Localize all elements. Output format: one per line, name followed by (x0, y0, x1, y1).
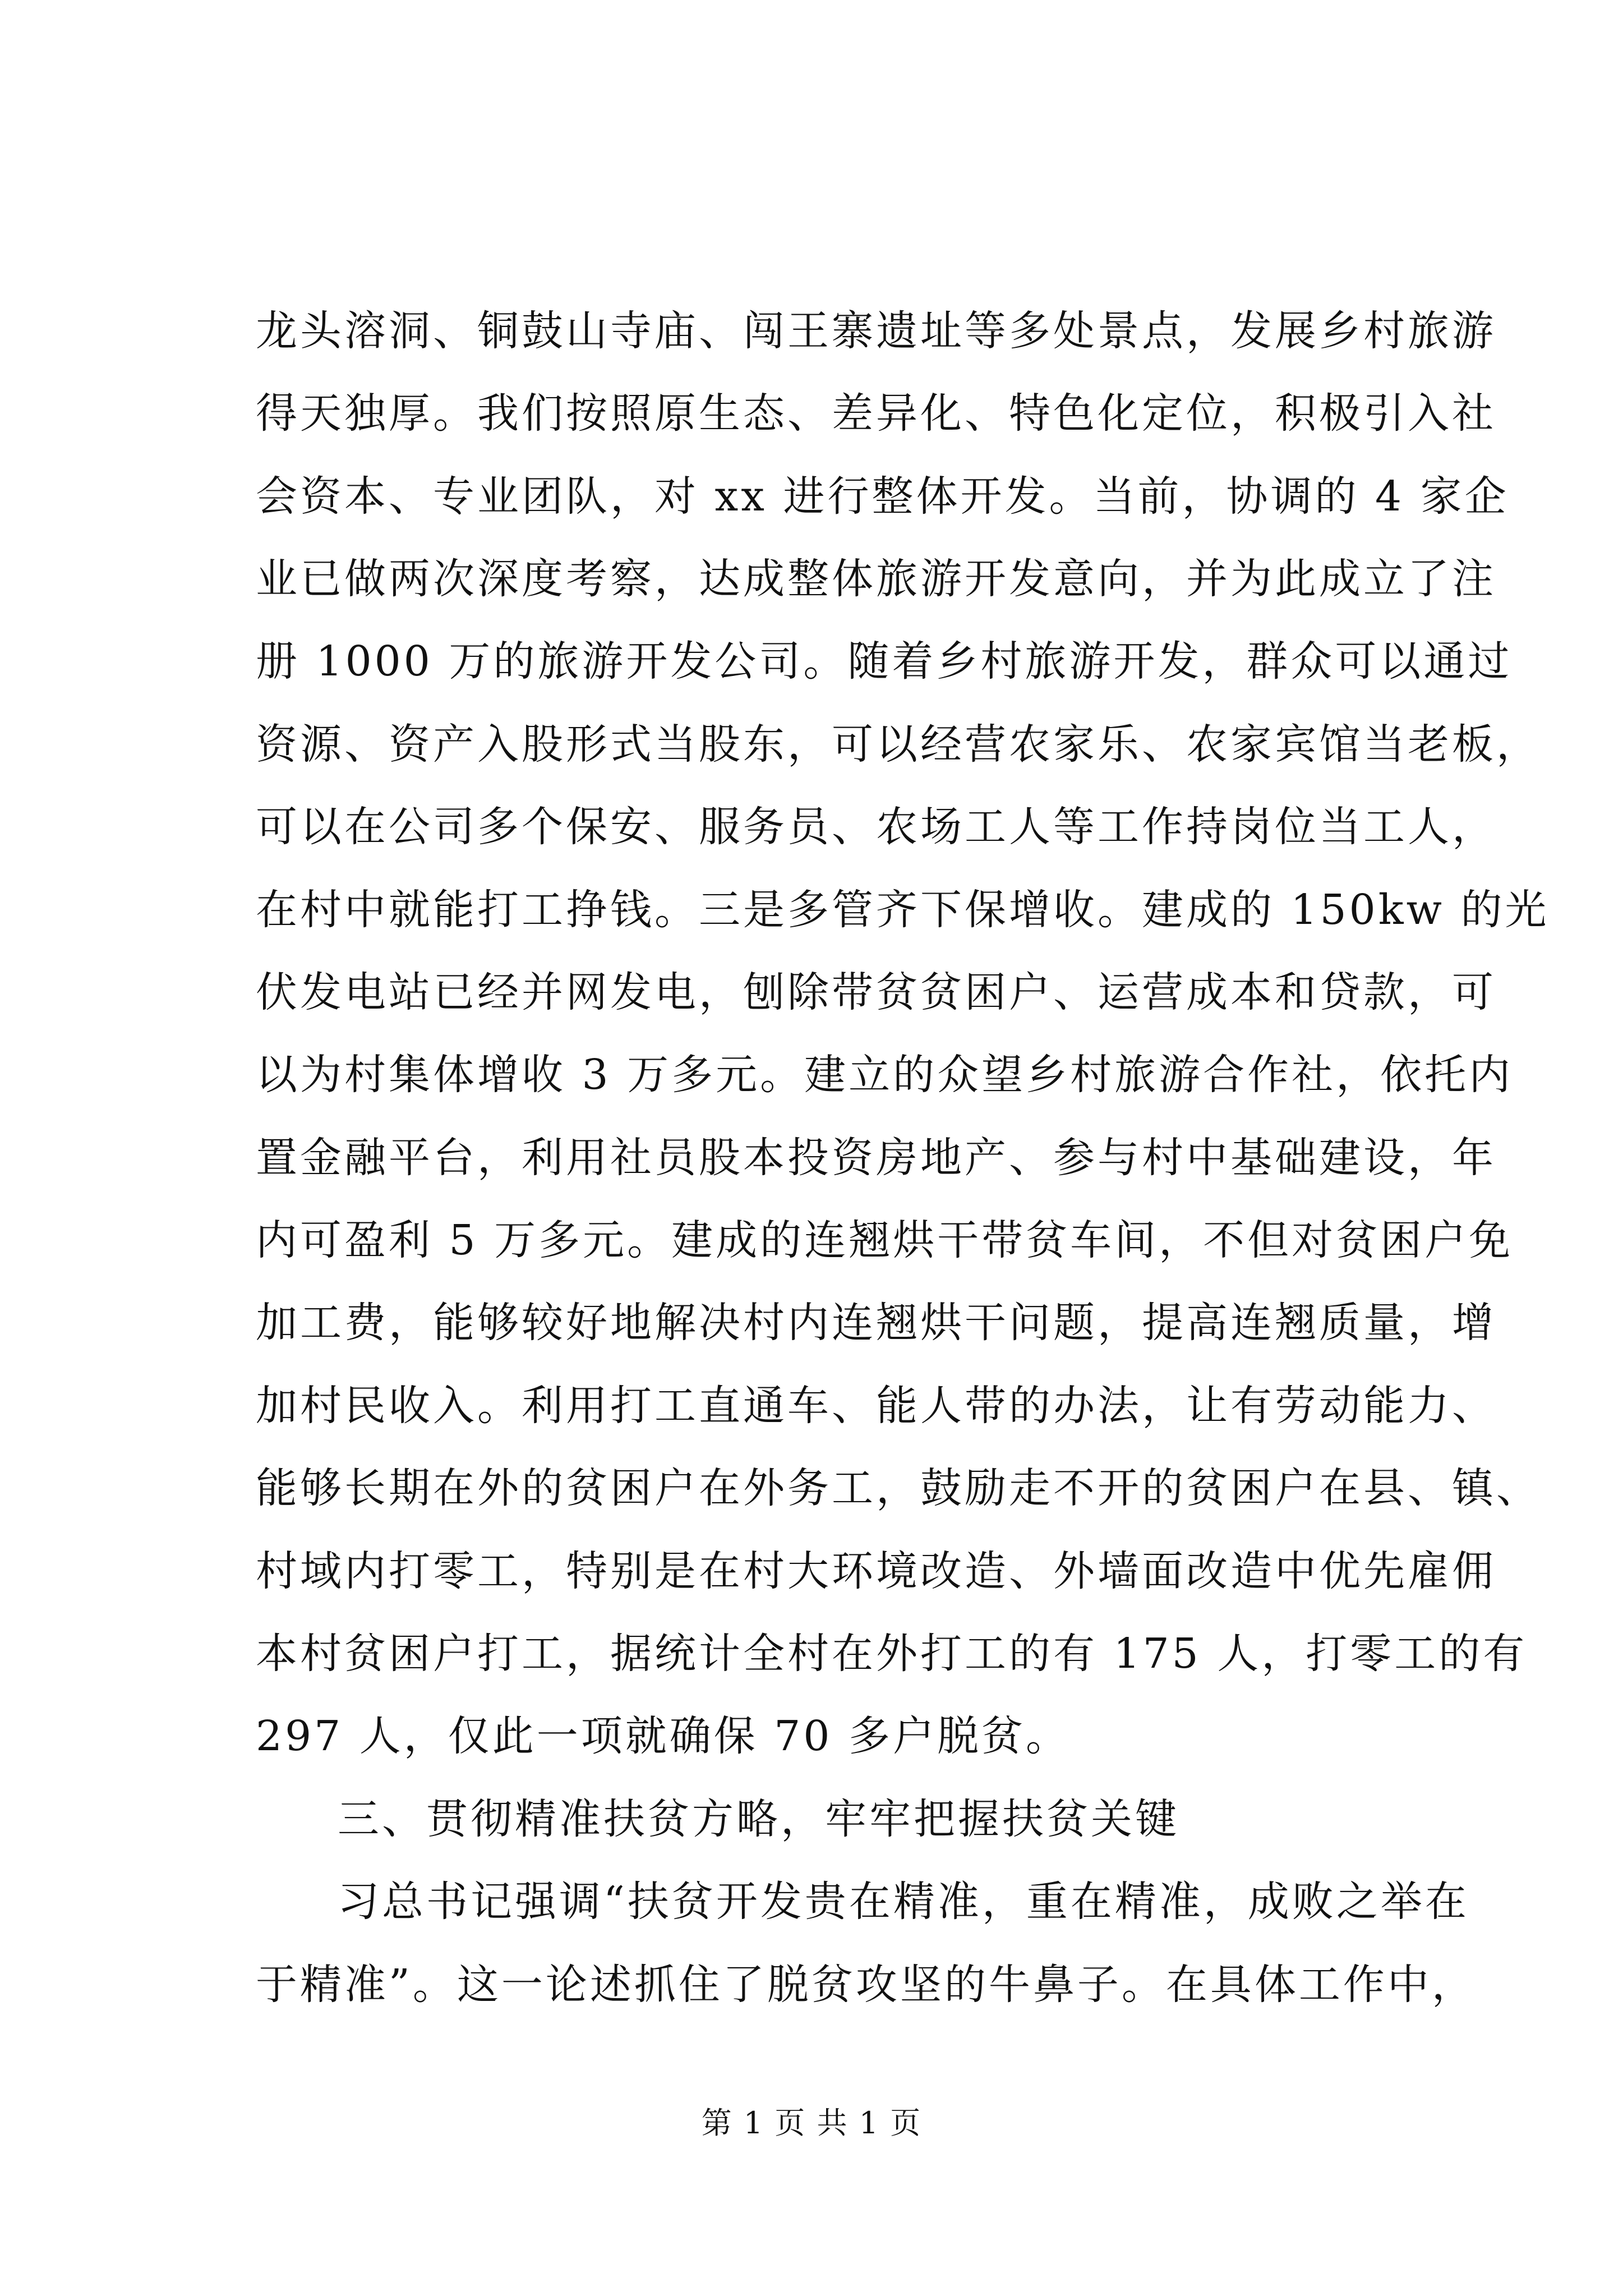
text-line: 资源、资产入股形式当股东，可以经营农家乐、农家宾馆当老板， (256, 720, 1541, 769)
text-line: 加工费，能够较好地解决村内连翘烘干问题，提高连翘质量，增 (256, 1299, 1496, 1347)
text-line: 以为村集体增收 3 万多元。建立的众望乡村旅游合作社，依托内 (256, 1051, 1514, 1099)
text-line: 习总书记强调“扶贫开发贵在精准，重在精准，成败之举在 (338, 1878, 1469, 1926)
text-line: 村域内打零工，特别是在村大环境改造、外墙面改造中优先雇佣 (256, 1547, 1496, 1595)
text-line: 龙头溶洞、铜鼓山寺庙、闯王寨遗址等多处景点，发展乡村旅游 (256, 307, 1496, 355)
text-line: 置金融平台，利用社员股本投资房地产、参与村中基础建设，年 (256, 1134, 1496, 1182)
text-line: 得天独厚。我们按照原生态、差异化、特色化定位，积极引入社 (256, 389, 1496, 438)
text-line: 于精准”。这一论述抓住了脱贫攻坚的牛鼻子。在具体工作中， (256, 1961, 1476, 2009)
text-line: 加村民收入。利用打工直通车、能人带的办法，让有劳动能力、 (256, 1382, 1496, 1430)
text-line: 伏发电站已经并网发电，刨除带贫贫困户、运营成本和贷款，可 (256, 968, 1496, 1016)
text-line: 业已做两次深度考察，达成整体旅游开发意向，并为此成立了注 (256, 555, 1496, 603)
text-line: 在村中就能打工挣钱。三是多管齐下保增收。建成的 150kw 的光 (256, 886, 1550, 934)
text-line: 能够长期在外的贫困户在外务工，鼓励走不开的贫困户在县、镇、 (256, 1464, 1541, 1512)
text-line: 可以在公司多个保安、服务员、农场工人等工作持岗位当工人， (256, 803, 1496, 851)
text-line: 会资本、专业团队，对 xx 进行整体开发。当前，协调的 4 家企 (256, 472, 1509, 521)
section-heading: 三、贯彻精准扶贫方略，牢牢把握扶贫关键 (338, 1795, 1179, 1843)
text-line: 册 1000 万的旅游开发公司。随着乡村旅游开发，群众可以通过 (256, 637, 1513, 685)
text-line: 本村贫困户打工，据统计全村在外打工的有 175 人，打零工的有 (256, 1630, 1528, 1678)
page-footer: 第 1 页 共 1 页 (701, 2105, 922, 2141)
text-line: 内可盈利 5 万多元。建成的连翘烘干带贫车间，不但对贫困户免 (256, 1216, 1514, 1264)
text-line: 297 人，仅此一项就确保 70 多户脱贫。 (256, 1712, 1070, 1760)
